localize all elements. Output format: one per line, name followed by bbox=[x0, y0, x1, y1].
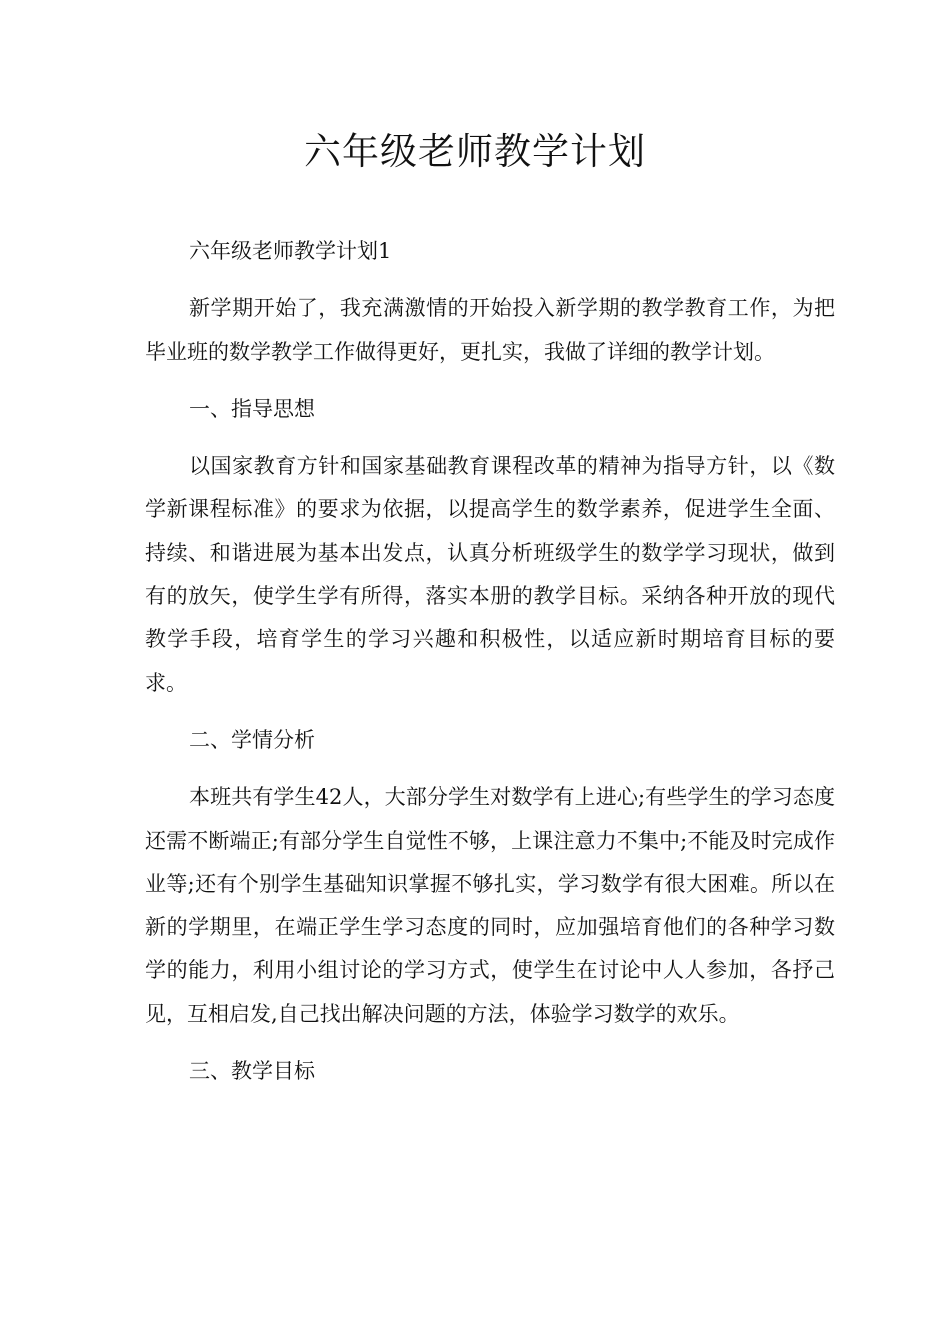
plan-subtitle: 六年级老师教学计划1 bbox=[189, 239, 392, 263]
intro-paragraph: 新学期开始了，我充满激情的开始投入新学期的教学教育工作，为把毕业班的数学教学工作做得更好，更扎实，我做了详细的教学计划。 bbox=[145, 296, 835, 364]
section-heading-teaching-goals: 三、教学目标 bbox=[189, 1059, 315, 1084]
document-body bbox=[145, 230, 835, 1107]
section-heading-guiding-ideology: 一、指导思想 bbox=[189, 396, 315, 421]
student-analysis-paragraph: 本班共有学生42人，大部分学生对数学有上进心;有些学生的学习态度还需不断端正;有部分学生自觉性不够，上课注意力不集中;不能及时完成作业等;还有个别学生基础知识掌握不够扎实，学习数学有很大困难。所以在新的学期里，在端正学生学习态度的同时，应加强培育他们的各种学习数学的能力，利用小组讨论的学习方式，使学生在讨论中人人参加，各抒己见，互相启发,自己找出解决问题的方法，体验学习数学的欢乐。 bbox=[145, 785, 835, 1026]
guiding-ideology-paragraph: 以国家教育方针和国家基础教育课程改革的精神为指导方针，以《数学新课程标准》的要求为依据，以提高学生的数学素养，促进学生全面、持续、和谐进展为基本出发点，认真分析班级学生的数学学习现状，做到有的放矢，使学生学有所得，落实本册的教学目标。采纳各种开放的现代教学手段，培育学生的学习兴趣和积极性，以适应新时期培育目标的要求。 bbox=[145, 454, 835, 695]
section-heading-student-analysis: 二、学情分析 bbox=[189, 727, 315, 752]
document-title: 六年级老师教学计划 bbox=[304, 130, 646, 173]
